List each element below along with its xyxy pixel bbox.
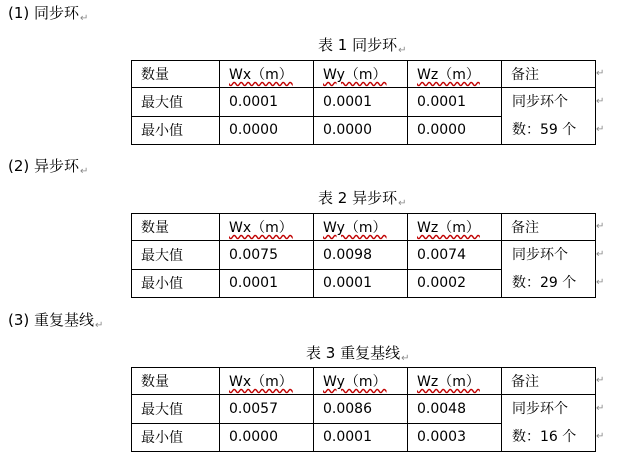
header-wz-text: Wz（m） [417, 374, 480, 390]
table-row [132, 395, 596, 424]
table-2 [131, 213, 596, 298]
row-label: 最小值 [132, 423, 220, 452]
cell-wz: 0.0074 [408, 241, 502, 270]
paragraph-mark-icon: ↵ [398, 198, 407, 209]
paragraph-mark-icon: ↵ [596, 431, 605, 442]
section-3-heading-text: (3) 重复基线 [8, 311, 95, 329]
paragraph-mark-icon: ↵ [398, 45, 407, 56]
section-1-heading-text: (1) 同步环 [8, 4, 80, 22]
paragraph-mark-icon: ↵ [95, 320, 104, 331]
cell-wx: 0.0001 [220, 88, 314, 117]
header-quantity: 数量 [132, 214, 220, 241]
header-wy-text: Wy（m） [323, 374, 387, 390]
table-1-caption [318, 36, 406, 60]
table-2-caption [318, 189, 406, 213]
paragraph-mark-icon: ↵ [596, 221, 605, 232]
paragraph-mark-icon: ↵ [596, 277, 605, 288]
note-line-2: 数：59 个 [512, 122, 577, 138]
cell-wx: 0.0001 [220, 269, 314, 298]
section-1-heading [8, 4, 88, 28]
cell-wz: 0.0003 [408, 423, 502, 452]
table-header-row [132, 214, 596, 241]
header-wz-text: Wz（m） [417, 220, 480, 236]
paragraph-mark-icon: ↵ [596, 249, 605, 260]
header-wy [314, 368, 408, 395]
table-1-caption-text: 表 1 同步环 [318, 36, 398, 54]
note-cell [502, 88, 596, 145]
table-3-caption-text: 表 3 重复基线 [306, 344, 401, 362]
table-3-caption [306, 344, 409, 368]
header-note: 备注 [502, 61, 596, 88]
paragraph-mark-icon: ↵ [80, 166, 89, 177]
cell-wy: 0.0001 [314, 423, 408, 452]
cell-wz: 0.0048 [408, 395, 502, 424]
header-wz [408, 214, 502, 241]
header-wx [220, 368, 314, 395]
note-line-2: 数：16 个 [512, 429, 577, 445]
paragraph-mark-icon: ↵ [596, 124, 605, 135]
row-label: 最小值 [132, 269, 220, 298]
cell-wx: 0.0057 [220, 395, 314, 424]
table-row [132, 241, 596, 270]
cell-wx: 0.0000 [220, 423, 314, 452]
header-wy [314, 61, 408, 88]
header-wy-text: Wy（m） [323, 67, 387, 83]
note-line-1: 同步环个 [512, 401, 568, 417]
cell-wz: 0.0000 [408, 116, 502, 145]
header-wz-text: Wz（m） [417, 67, 480, 83]
cell-wy: 0.0001 [314, 88, 408, 117]
header-wz [408, 368, 502, 395]
header-note: 备注 [502, 368, 596, 395]
cell-wz: 0.0001 [408, 88, 502, 117]
row-label: 最小值 [132, 116, 220, 145]
note-line-1: 同步环个 [512, 247, 568, 263]
cell-wz: 0.0002 [408, 269, 502, 298]
row-label: 最大值 [132, 88, 220, 117]
row-label: 最大值 [132, 241, 220, 270]
cell-wx: 0.0000 [220, 116, 314, 145]
paragraph-mark-icon: ↵ [596, 96, 605, 107]
section-3-heading [8, 311, 103, 335]
header-wy [314, 214, 408, 241]
note-line-2: 数：29 个 [512, 275, 577, 291]
header-wx-text: Wx（m） [229, 220, 293, 236]
header-wy-text: Wy（m） [323, 220, 387, 236]
header-wx [220, 61, 314, 88]
header-wx-text: Wx（m） [229, 374, 293, 390]
paragraph-mark-icon: ↵ [596, 403, 605, 414]
header-wx-text: Wx（m） [229, 67, 293, 83]
table-3 [131, 367, 596, 452]
row-label: 最大值 [132, 395, 220, 424]
header-wx [220, 214, 314, 241]
cell-wx: 0.0075 [220, 241, 314, 270]
cell-wy: 0.0001 [314, 269, 408, 298]
paragraph-mark-icon: ↵ [596, 375, 605, 386]
table-header-row [132, 368, 596, 395]
cell-wy: 0.0000 [314, 116, 408, 145]
note-cell [502, 395, 596, 452]
header-quantity: 数量 [132, 61, 220, 88]
paragraph-mark-icon: ↵ [80, 13, 89, 24]
paragraph-mark-icon: ↵ [596, 68, 605, 79]
section-2-heading-text: (2) 异步环 [8, 157, 80, 175]
note-line-1: 同步环个 [512, 94, 568, 110]
table-2-caption-text: 表 2 异步环 [318, 189, 398, 207]
header-note: 备注 [502, 214, 596, 241]
table-1 [131, 60, 596, 145]
table-header-row [132, 61, 596, 88]
note-cell [502, 241, 596, 298]
section-2-heading [8, 157, 88, 181]
cell-wy: 0.0098 [314, 241, 408, 270]
cell-wy: 0.0086 [314, 395, 408, 424]
header-quantity: 数量 [132, 368, 220, 395]
header-wz [408, 61, 502, 88]
paragraph-mark-icon: ↵ [401, 353, 410, 364]
table-row [132, 88, 596, 117]
